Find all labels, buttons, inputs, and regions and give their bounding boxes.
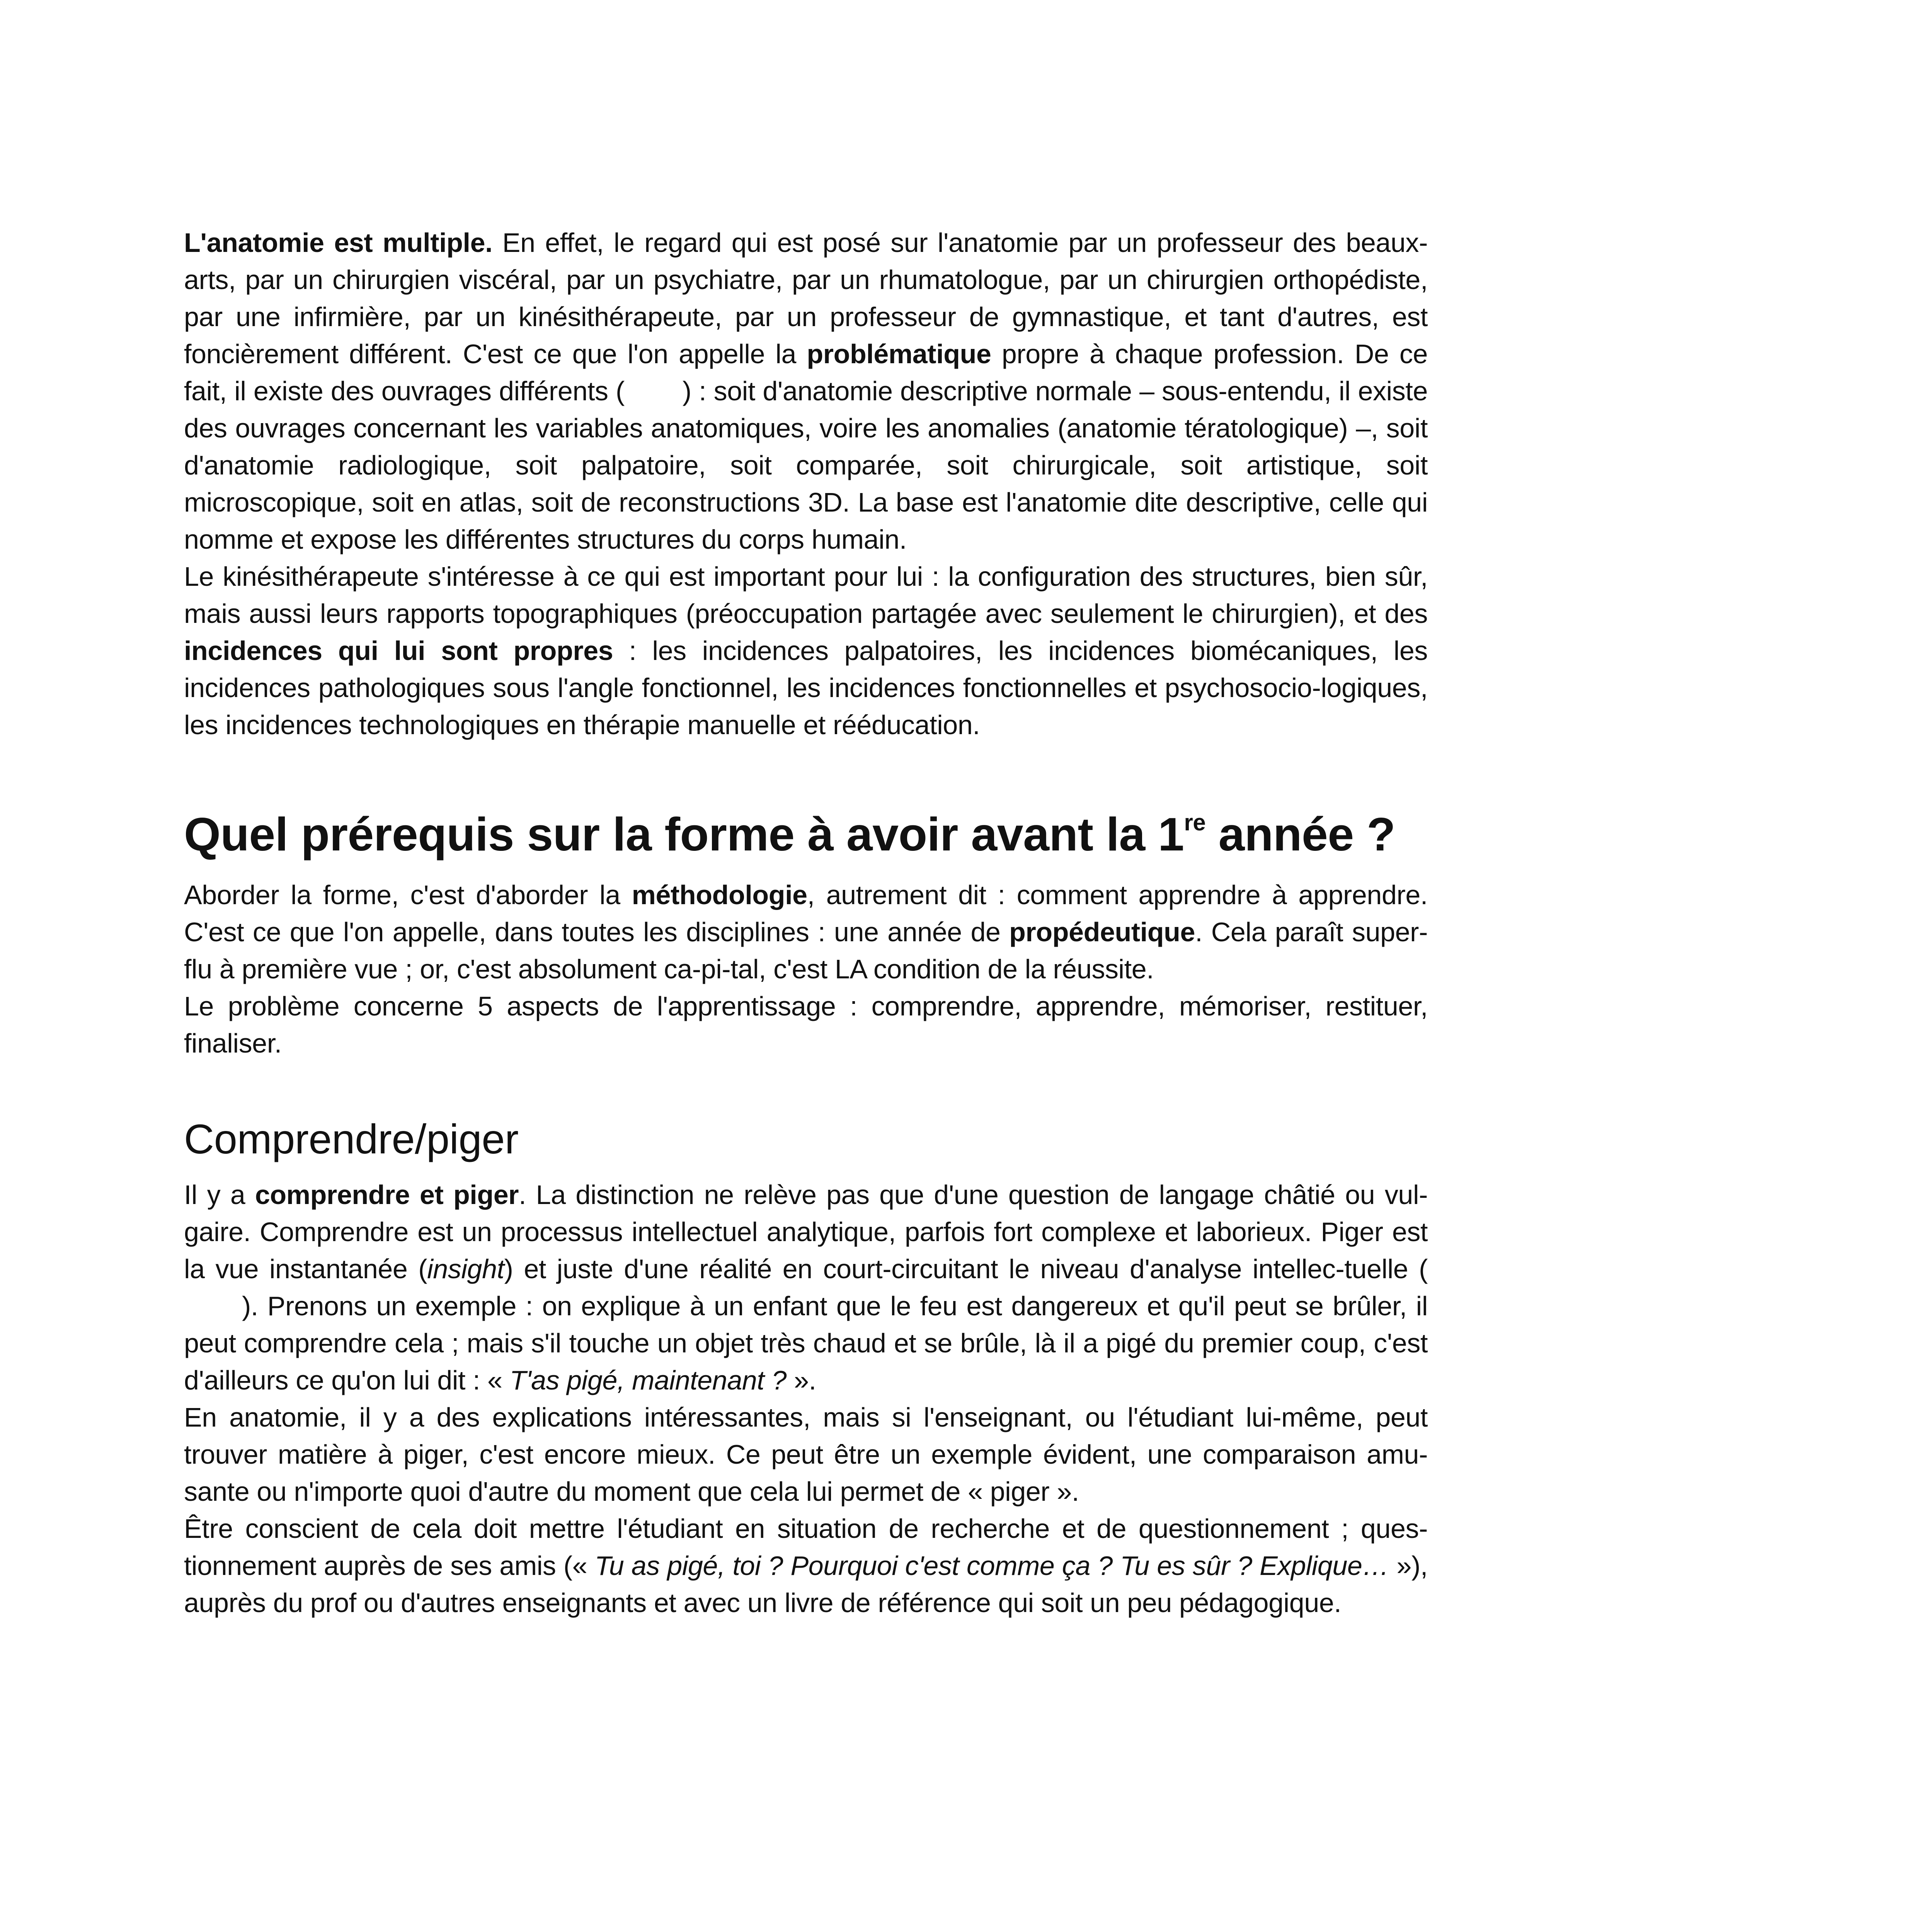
subsection1-paragraph-3	[184, 1510, 1428, 1621]
italic-quote-tu-as-pige: Tu as pigé, toi ? Pourquoi c'est comme ça ? Tu es sûr ? Explique…	[594, 1551, 1389, 1581]
bold-incidences: incidences qui lui sont propres	[184, 636, 613, 666]
section1-paragraph-1	[184, 876, 1428, 988]
italic-insight: insight	[427, 1254, 504, 1284]
bold-methodologie: méthodologie	[632, 880, 807, 910]
text-run: Il y a	[184, 1180, 255, 1210]
intro-paragraph-1	[184, 224, 1428, 558]
subsection1-paragraph-2: En anatomie, il y a des explications intéressantes, mais si l'enseignant, ou l'étudiant lui-même, peut trouver matière à piger, c'est encore mieux. Ce peut être un exemple évident, une comparaison amu-sante ou n'importe quoi d'autre du moment que cela lui permet de « piger ».	[184, 1402, 1428, 1507]
text-run: . Cela paraît super-flu à première vue ; or, c'est absolument ca-pi-tal, c'est LA condition de la réussite.	[184, 917, 1428, 984]
text-run: »), auprès du prof ou d'autres enseignants et avec un livre de référence qui soit un peu pédagogique.	[184, 1551, 1428, 1618]
italic-quote-tas-pige: T'as pigé, maintenant ?	[509, 1365, 787, 1395]
page-body	[184, 224, 1428, 1621]
text-run: Être conscient de cela doit mettre l'étudiant en situation de recherche et de questionnement ; ques-tionnement auprès de ses amis («	[184, 1514, 1428, 1581]
bold-problematique: problématique	[807, 339, 991, 369]
text-run: propre à chaque profession. De ce fait, il existe des ouvrages différents (	[184, 339, 1428, 406]
text-run: Aborder la forme, c'est d'aborder la	[184, 880, 632, 910]
text-run: Le kinésithérapeute s'intéresse à ce qui est important pour lui : la configuration des structures, bien sûr, mais aussi leurs rapports topographiques (préoccupation partagée avec seulement le chirurgien), et des	[184, 561, 1428, 629]
section-title-superscript: re	[1184, 810, 1206, 835]
bold-comprendre-et-piger: comprendre et piger	[255, 1180, 519, 1210]
intro-paragraph-2	[184, 558, 1428, 743]
text-run: : les incidences palpatoires, les incidences biomécaniques, les incidences pathologiques sous l'angle fonctionnel, les incidences fonctionnelles et psychosocio-logiques, les incidences technologiques en thérapie manuelle et rééducation.	[184, 636, 1428, 740]
bold-propedeutique: propédeutique	[1009, 917, 1195, 947]
text-run: ) : soit d'anatomie descriptive normale – sous-entendu, il existe des ouvrages concernant les variables anatomiques, voire les anomalies (anatomie tératologique) –, soit d'anatomie radiologique, soit palpatoire, soit comparée, soit chirurgicale, soit artistique, soit microscopique, soit en atlas, soit de reconstructions 3D. La base est l'anatomie dite descriptive, celle qui nomme et expose les différentes structures du corps humain.	[184, 376, 1428, 554]
text-run: ) et juste d'une réalité en court-circuitant le niveau d'analyse intellec-tuelle (	[504, 1254, 1428, 1284]
section-title-prerequis	[184, 805, 1428, 863]
subsection-title-comprendre-piger: Comprendre/piger	[184, 1116, 519, 1162]
subsection1-paragraph-1	[184, 1176, 1428, 1399]
text-run: ».	[787, 1365, 816, 1395]
text-run: . La distinction ne relève pas que d'une question de langage châtié ou vul-gaire. Comprendre est un processus intellectuel analytique, parfois fort complexe et laborieux. Piger est la vue instantanée (	[184, 1180, 1428, 1284]
text-run: , autrement dit : comment apprendre à apprendre. C'est ce que l'on appelle, dans toutes les disciplines : une année de	[184, 880, 1428, 947]
text-run: ). Prenons un exemple : on explique à un enfant que le feu est dangereux et qu'il peut se brûler, il peut comprendre cela ; mais s'il touche un objet très chaud et se brûle, là il a pigé du premier coup, c'est d'ailleurs ce qu'on lui dit : «	[184, 1291, 1428, 1395]
section-title-main: Quel prérequis sur la forme à avoir avant la 1	[184, 808, 1184, 861]
section1-paragraph-2: Le problème concerne 5 aspects de l'apprentissage : comprendre, apprendre, mémoriser, restituer, finaliser.	[184, 991, 1428, 1058]
section-title-end: année ?	[1205, 808, 1396, 861]
text-run: En effet, le regard qui est posé sur l'anatomie par un professeur des beaux-arts, par un chirurgien viscéral, par un psychiatre, par un rhumatologue, par un chirurgien orthopédiste, par une infirmière, par un kinésithérapeute, par un professeur de gymnastique, et tant d'autres, est foncièrement différent. C'est ce que l'on appelle la	[184, 228, 1428, 369]
bold-lead-anatomie-multiple: L'anatomie est multiple.	[184, 228, 493, 258]
